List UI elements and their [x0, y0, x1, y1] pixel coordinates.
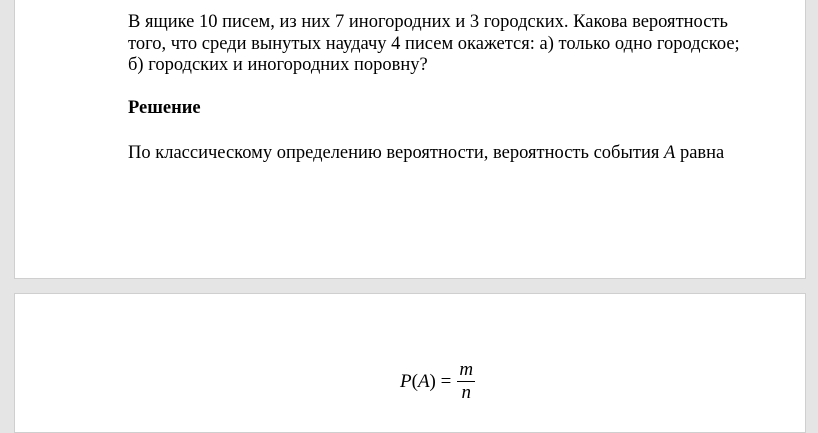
formula-numerator: m — [459, 359, 474, 380]
solution-heading: Решение — [128, 98, 201, 118]
problem-line: б) городских и иногородних поровну? — [128, 55, 428, 75]
document-page-1 — [14, 0, 806, 279]
solution-intro-suffix: равна — [675, 143, 725, 163]
solution-intro — [128, 143, 724, 164]
formula-open-paren: ( — [411, 370, 418, 392]
document-page-2 — [14, 293, 806, 433]
problem-line: того, что среди вынутых наудачу 4 писем окажется: а) только одно городское; — [128, 33, 740, 54]
solution-intro-text: По классическому определению вероятности, вероятность события — [128, 143, 664, 163]
formula-a: A — [417, 370, 430, 392]
formula-denominator: n — [461, 382, 471, 403]
problem-statement — [128, 12, 768, 77]
formula-equals: = — [435, 370, 452, 392]
formula-fraction — [457, 360, 475, 403]
probability-formula — [400, 360, 475, 403]
formula-p: P — [400, 370, 412, 392]
formula-close-paren: ) — [429, 370, 436, 392]
event-symbol: A — [664, 143, 676, 163]
problem-line: В ящике 10 писем, из них 7 иногородних и 3 городских. Какова вероятность — [128, 12, 728, 32]
